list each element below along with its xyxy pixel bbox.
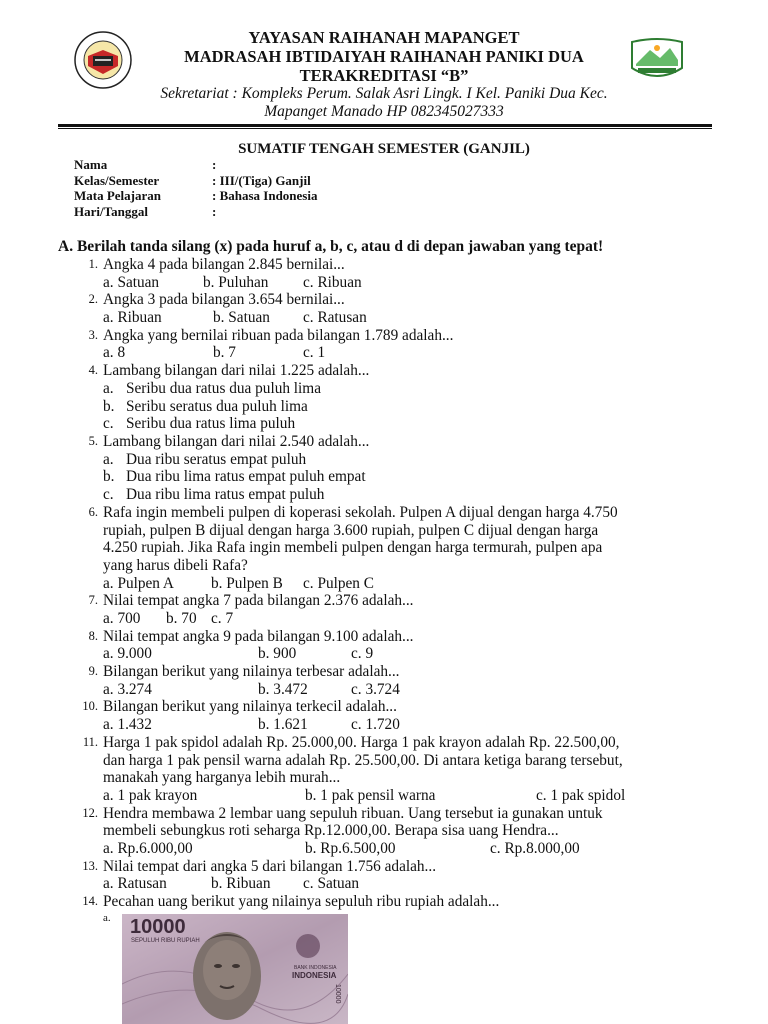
bill-bank: BANK INDONESIA bbox=[294, 965, 337, 971]
option-text: Dua ribu lima ratus empat puluh bbox=[126, 486, 325, 504]
question-line: Nilai tempat dari angka 5 dari bilangan 1.756 adalah... bbox=[103, 857, 437, 875]
question-text bbox=[0, 698, 768, 716]
answer-option[interactable]: b. 70 bbox=[166, 610, 197, 627]
question-line: Angka 4 pada bilangan 2.845 bernilai... bbox=[103, 256, 345, 273]
info-row bbox=[74, 173, 317, 189]
question-item bbox=[0, 291, 768, 326]
answer-option[interactable]: a. 700 bbox=[103, 610, 141, 627]
question-item bbox=[0, 433, 768, 504]
answer-option[interactable] bbox=[0, 415, 768, 433]
option-row bbox=[0, 309, 768, 327]
student-info bbox=[74, 157, 317, 219]
option-row bbox=[0, 681, 768, 699]
option-row bbox=[0, 840, 768, 858]
answer-option[interactable]: c. 1.720 bbox=[351, 716, 400, 734]
info-value: : III/(Tiga) Ganjil bbox=[212, 172, 311, 188]
answer-option[interactable]: a. 8 bbox=[103, 344, 126, 362]
question-line: Harga 1 pak spidol adalah Rp. 25.000,00. Harga 1 pak krayon adalah Rp. 22.500,00, bbox=[103, 733, 620, 751]
question-text bbox=[0, 663, 768, 681]
info-label: Kelas/Semester bbox=[74, 172, 160, 188]
option-letter: b. bbox=[103, 468, 115, 486]
answer-option[interactable]: b. 3.472 bbox=[258, 680, 308, 698]
banknote-image bbox=[122, 914, 348, 1024]
question-text bbox=[0, 752, 768, 770]
header-divider-thick bbox=[58, 124, 712, 127]
question-number: 9. bbox=[88, 664, 98, 679]
address-line-1: Sekretariat : Kompleks Perum. Salak Asri Lingk. I Kel. Paniki Dua Kec. bbox=[160, 85, 608, 102]
answer-option[interactable]: a. Ribuan bbox=[103, 309, 162, 327]
answer-option[interactable]: c. Ratusan bbox=[303, 309, 367, 327]
answer-option[interactable]: a. 3.274 bbox=[103, 680, 152, 698]
answer-option[interactable]: a. Rp.6.000,00 bbox=[103, 840, 193, 858]
answer-option[interactable]: a. Satuan bbox=[103, 273, 160, 291]
question-text bbox=[0, 504, 768, 522]
option-text: Dua ribu lima ratus empat puluh empat bbox=[126, 468, 366, 486]
option-row bbox=[0, 645, 768, 663]
question-text bbox=[0, 769, 768, 787]
option-row bbox=[0, 344, 768, 362]
question-line: Nilai tempat angka 7 pada bilangan 2.376 adalah... bbox=[103, 592, 414, 610]
answer-option[interactable]: b. 1 pak pensil warna bbox=[305, 786, 436, 804]
question-item bbox=[0, 698, 768, 733]
answer-option[interactable]: c. 1 pak spidol bbox=[536, 786, 626, 804]
option-row bbox=[0, 787, 768, 805]
question-text bbox=[0, 433, 768, 451]
question-item bbox=[0, 805, 768, 858]
option-letter: c. bbox=[103, 415, 114, 433]
question-text bbox=[0, 628, 768, 646]
question-line: rupiah, pulpen B dijual dengan harga 3.600 rupiah, pulpen C dijual dengan harga bbox=[103, 521, 599, 539]
answer-option[interactable]: b. Pulpen B bbox=[211, 574, 283, 592]
question-item bbox=[0, 592, 768, 627]
answer-option[interactable]: b. Satuan bbox=[213, 309, 270, 327]
bill-option-label: a. bbox=[103, 912, 111, 924]
info-value: : bbox=[212, 157, 217, 172]
answer-option[interactable]: c. 3.724 bbox=[351, 680, 400, 698]
info-label: Nama bbox=[74, 157, 108, 172]
question-text bbox=[0, 539, 768, 557]
answer-option[interactable]: c. Pulpen C bbox=[303, 574, 374, 592]
bill-country: INDONESIA bbox=[292, 971, 337, 980]
bill-serial: 10000 bbox=[334, 984, 341, 1004]
document-title: SUMATIF TENGAH SEMESTER (GANJIL) bbox=[238, 141, 530, 157]
answer-option[interactable]: b. Puluhan bbox=[203, 273, 269, 291]
letterhead bbox=[0, 28, 768, 121]
answer-option[interactable]: a. 9.000 bbox=[103, 645, 152, 663]
question-line: Lambang bilangan dari nilai 2.540 adalah... bbox=[103, 432, 370, 450]
question-line: Angka yang bernilai ribuan pada bilangan 1.789 adalah... bbox=[103, 326, 454, 344]
option-text: Seribu seratus dua puluh lima bbox=[126, 397, 308, 415]
header-divider-thin bbox=[58, 128, 712, 129]
answer-option[interactable]: b. 900 bbox=[258, 645, 297, 663]
question-item bbox=[0, 362, 768, 433]
question-line: Hendra membawa 2 lembar uang sepuluh ribuan. Uang tersebut ia gunakan untuk bbox=[103, 804, 603, 822]
answer-option[interactable]: a. Ratusan bbox=[103, 875, 167, 893]
answer-option[interactable]: a. 1 pak krayon bbox=[103, 786, 198, 804]
question-line: Nilai tempat angka 9 pada bilangan 9.100 adalah... bbox=[103, 627, 414, 645]
answer-option[interactable]: b. 7 bbox=[213, 344, 236, 362]
question-number: 11. bbox=[82, 734, 98, 749]
answer-option[interactable]: c. 9 bbox=[351, 645, 374, 663]
question-line: Bilangan berikut yang nilainya terbesar adalah... bbox=[103, 663, 400, 681]
foundation-name: YAYASAN RAIHANAH MAPANGET bbox=[248, 28, 520, 47]
info-row bbox=[74, 188, 317, 204]
question-text bbox=[0, 256, 768, 274]
bill-denomination: 10000 bbox=[130, 916, 186, 938]
answer-option[interactable]: a. Pulpen A bbox=[103, 574, 174, 592]
answer-option[interactable] bbox=[0, 468, 768, 486]
question-number: 13. bbox=[82, 858, 98, 873]
option-row bbox=[0, 274, 768, 292]
info-label: Mata Pelajaran bbox=[74, 188, 162, 203]
option-letter: a. bbox=[103, 450, 114, 468]
question-line: 4.250 rupiah. Jika Rafa ingin membeli pulpen dengan harga termurah, pulpen apa bbox=[103, 539, 603, 557]
question-item bbox=[0, 327, 768, 362]
option-text: Dua ribu seratus empat puluh bbox=[126, 450, 307, 468]
option-letter: b. bbox=[103, 397, 115, 415]
question-line: membeli sebungkus roti seharga Rp.12.000,00. Berapa sisa uang Hendra... bbox=[103, 822, 559, 840]
question-number: 6. bbox=[88, 504, 98, 519]
question-text bbox=[0, 822, 768, 840]
question-number: 3. bbox=[88, 327, 98, 342]
option-letter: c. bbox=[103, 486, 114, 504]
question-item bbox=[0, 628, 768, 663]
question-item bbox=[0, 858, 768, 893]
question-list bbox=[0, 256, 768, 911]
option-row bbox=[0, 716, 768, 734]
question-item bbox=[0, 256, 768, 291]
section-a-instruction: A. Berilah tanda silang (x) pada huruf a, b, c, atau d di depan jawaban yang tepat! bbox=[58, 238, 604, 255]
question-item bbox=[0, 734, 768, 805]
option-row bbox=[0, 875, 768, 893]
answer-option[interactable] bbox=[0, 486, 768, 504]
question-item bbox=[0, 663, 768, 698]
question-number: 12. bbox=[82, 805, 98, 820]
question-number: 4. bbox=[88, 363, 98, 378]
question-text bbox=[0, 734, 768, 752]
question-item bbox=[0, 893, 768, 911]
answer-option[interactable]: a. 1.432 bbox=[103, 716, 152, 734]
question-line: Lambang bilangan dari nilai 1.225 adalah... bbox=[103, 362, 370, 380]
question-line: manakah yang harganya lebih murah... bbox=[103, 769, 341, 787]
question-text bbox=[0, 805, 768, 823]
answer-option[interactable]: c. Ribuan bbox=[303, 273, 362, 291]
question-text bbox=[0, 362, 768, 380]
answer-option[interactable]: b. Ribuan bbox=[211, 875, 271, 893]
info-row bbox=[74, 204, 317, 220]
option-text: Seribu dua ratus dua puluh lima bbox=[126, 379, 321, 397]
question-number: 10. bbox=[82, 699, 98, 714]
answer-option[interactable]: b. 1.621 bbox=[258, 716, 308, 734]
option-text: Seribu dua ratus lima puluh bbox=[126, 415, 296, 433]
info-value: : Bahasa Indonesia bbox=[212, 188, 318, 203]
question-text bbox=[0, 592, 768, 610]
question-number: 7. bbox=[88, 593, 98, 608]
question-text bbox=[0, 291, 768, 309]
question-text bbox=[0, 557, 768, 575]
option-letter: a. bbox=[103, 379, 114, 397]
answer-option[interactable]: c. 7 bbox=[211, 610, 234, 627]
answer-option[interactable] bbox=[0, 451, 768, 469]
question-number: 14. bbox=[82, 894, 98, 909]
question-text bbox=[0, 858, 768, 876]
question-line: Bilangan berikut yang nilainya terkecil adalah... bbox=[103, 698, 397, 716]
answer-option[interactable] bbox=[0, 398, 768, 416]
question-line: dan harga 1 pak pensil warna adalah Rp. 25.500,00. Di antara ketiga barang tersebut, bbox=[103, 751, 623, 769]
question-line: Pecahan uang berikut yang nilainya sepuluh ribu rupiah adalah... bbox=[103, 893, 500, 911]
answer-option[interactable]: b. Rp.6.500,00 bbox=[305, 840, 396, 858]
info-value: : bbox=[212, 203, 217, 219]
option-row bbox=[0, 575, 768, 593]
option-row bbox=[0, 610, 768, 628]
school-name: MADRASAH IBTIDAIYAH RAIHANAH PANIKI DUA bbox=[184, 47, 584, 66]
info-label: Hari/Tanggal bbox=[74, 203, 148, 219]
question-line: Angka 3 pada bilangan 3.654 bernilai... bbox=[103, 291, 345, 309]
question-number: 2. bbox=[88, 292, 98, 307]
accreditation: TERAKREDITASI “B” bbox=[299, 66, 469, 85]
address-line-2: Mapanget Manado HP 082345027333 bbox=[264, 103, 504, 120]
question-text bbox=[0, 893, 768, 911]
question-item bbox=[0, 504, 768, 593]
bill-words: SEPULUH RIBU RUPIAH bbox=[131, 938, 200, 944]
info-row bbox=[74, 157, 317, 173]
question-number: 5. bbox=[88, 433, 98, 448]
question-number: 1. bbox=[88, 257, 98, 271]
question-line: yang harus dibeli Rafa? bbox=[103, 556, 248, 574]
question-text bbox=[0, 327, 768, 345]
question-number: 8. bbox=[88, 628, 98, 643]
question-text bbox=[0, 522, 768, 540]
question-line: Rafa ingin membeli pulpen di koperasi sekolah. Pulpen A dijual dengan harga 4.750 bbox=[103, 503, 618, 521]
answer-option[interactable]: c. Rp.8.000,00 bbox=[490, 840, 580, 858]
answer-option[interactable]: c. Satuan bbox=[303, 875, 360, 893]
answer-option[interactable]: c. 1 bbox=[303, 344, 326, 362]
answer-option[interactable] bbox=[0, 380, 768, 398]
